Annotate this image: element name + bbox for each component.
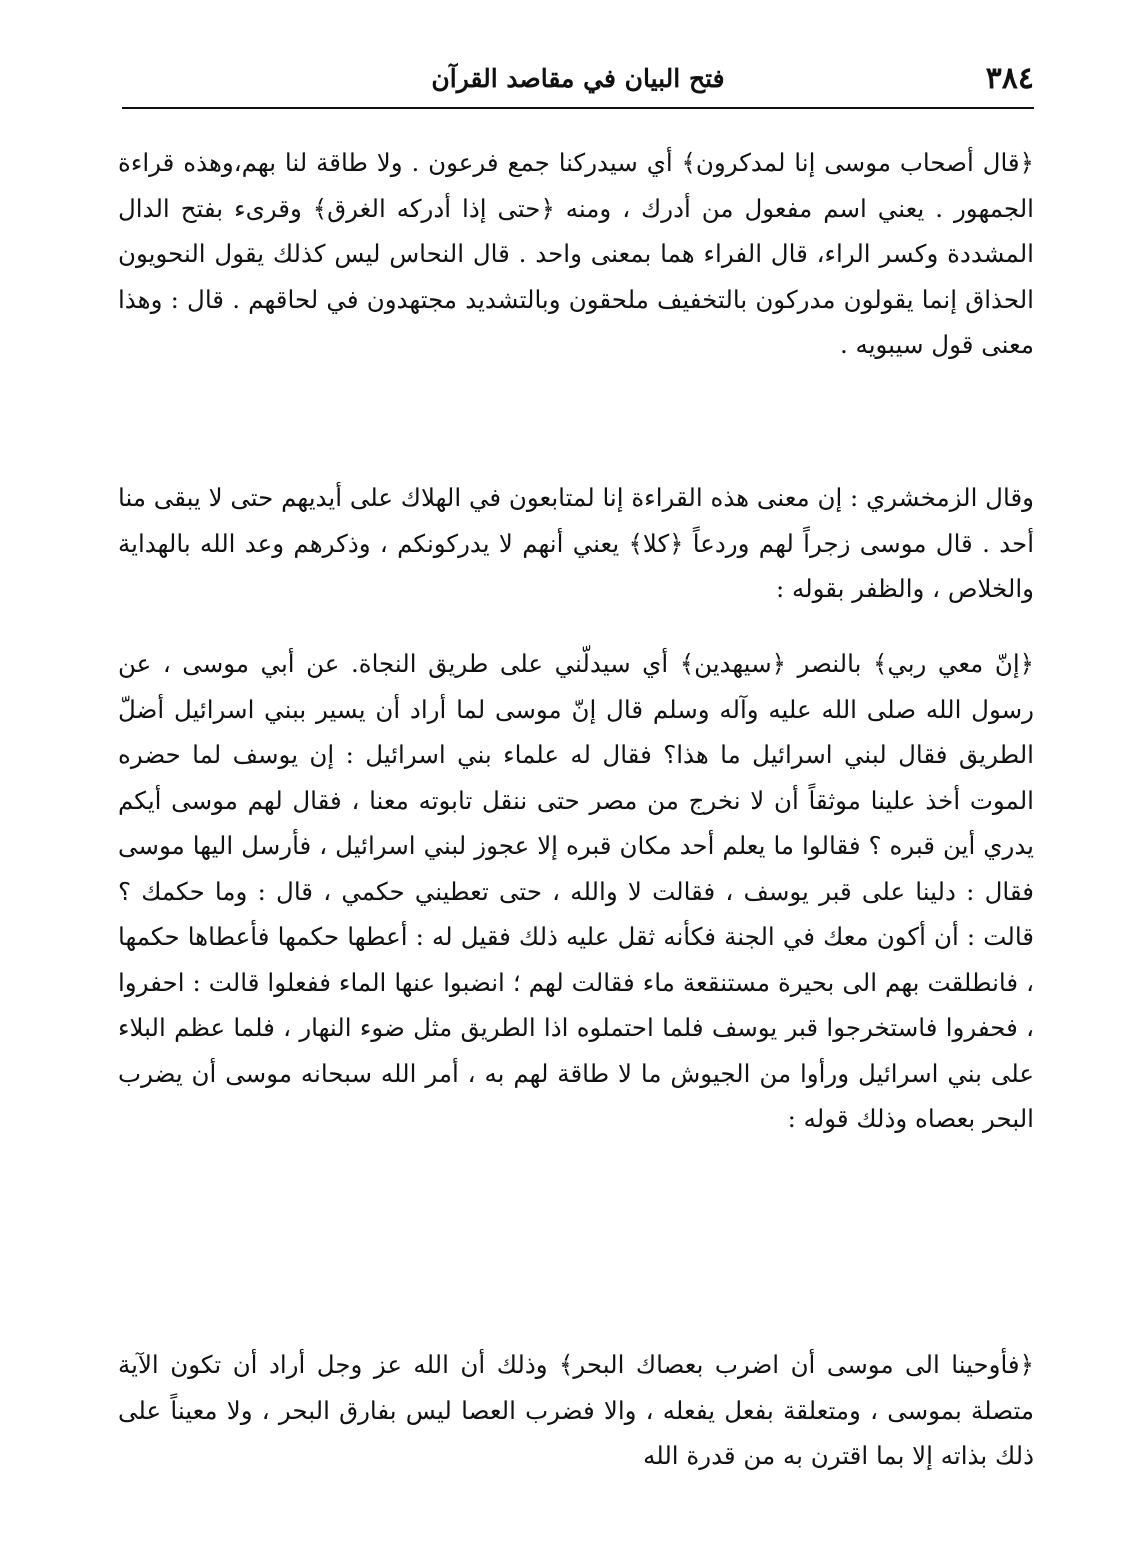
page-header xyxy=(122,58,1034,104)
paragraph: ﴿قال أصحاب موسى إنا لمدكرون﴾ أي سيدركنا جمع فرعون . ولا طاقة لنا بهم،وهذه قراءة الجمهور . يعني اسم مفعول من أدرك ، ومنه ﴿حتى إذا أدركه الغرق﴾ وقرىء بفتح الدال المشددة وكسر الراء، قال الفراء هما بمعنى واحد . قال النحاس ليس كذلك يقول النحويون الحذاق إنما يقولون مدركون بالتخفيف ملحقون وبالتشديد مجتهدون في لحاقهم . قال : وهذا معنى قول سيبويه . xyxy=(118,148,1034,359)
paragraph: ﴿إنّ معي ربي﴾ بالنصر ﴿سيهدين﴾ أي سيدلّني على طريق النجاة. عن أبي موسى ، عن رسول الله صلى الله عليه وآله وسلم قال إنّ موسى لما أراد أن يسير ببني اسرائيل أضلّ الطريق فقال لبني اسرائيل ما هذا؟ فقال له علماء بني اسرائيل : إن يوسف لما حضره الموت أخذ علينا موثقاً أن لا نخرج من مصر حتى ننقل تابوته معنا ، فقال لهم موسى أيكم يدري أين قبره ؟ فقالوا ما يعلم أحد مكان قبره إلا عجوز لبني اسرائيل ، فأرسل اليها موسى فقال : دلينا على قبر يوسف ، فقالت لا والله ، حتى تعطيني حكمي ، قال : وما حكمك ؟ قالت : أن أكون معك في الجنة فكأنه ثقل عليه ذلك فقيل له : أعطها حكمها فأعطاها حكمها ، فانطلقت بهم الى بحيرة مستنقعة ماء فقالت لهم ؛ انضبوا عنها الماء ففعلوا قالت : احفروا ، فحفروا فاستخرجوا قبر يوسف فلما احتملوه اذا الطريق مثل ضوء النهار ، فلما عظم البلاء على بني اسرائيل ورأوا من الجيوش ما لا طاقة لهم به ، أمر الله سبحانه موسى أن يضرب البحر بعصاه وذلك قوله : xyxy=(118,649,1034,1133)
main-text xyxy=(118,140,1034,1492)
page-number: ٣٨٤ xyxy=(985,61,1034,96)
paragraph: ﴿فأوحينا الى موسى أن اضرب بعصاك البحر﴾ وذلك أن الله عز وجل أراد أن تكون الآية متصلة بموسى ، ومتعلقة بفعل يفعله ، والا فضرب العصا ليس بفارق البحر ، ولا معيناً على ذلك بذاته إلا بما اقترن به من قدرة الله xyxy=(118,1350,1034,1470)
header-rule xyxy=(122,107,1034,109)
paragraph: وقال الزمخشري : إن معنى هذه القراءة إنا لمتابعون في الهلاك على أيديهم حتى لا يبقى منا أحد . قال موسى زجراً لهم وردعاً ﴿كلا﴾ يعني أنهم لا يدركونكم ، وذكرهم وعد الله بالهداية والخلاص ، والظفر بقوله : xyxy=(118,483,1034,603)
running-title: فتح البيان في مقاصد القرآن xyxy=(431,64,725,93)
